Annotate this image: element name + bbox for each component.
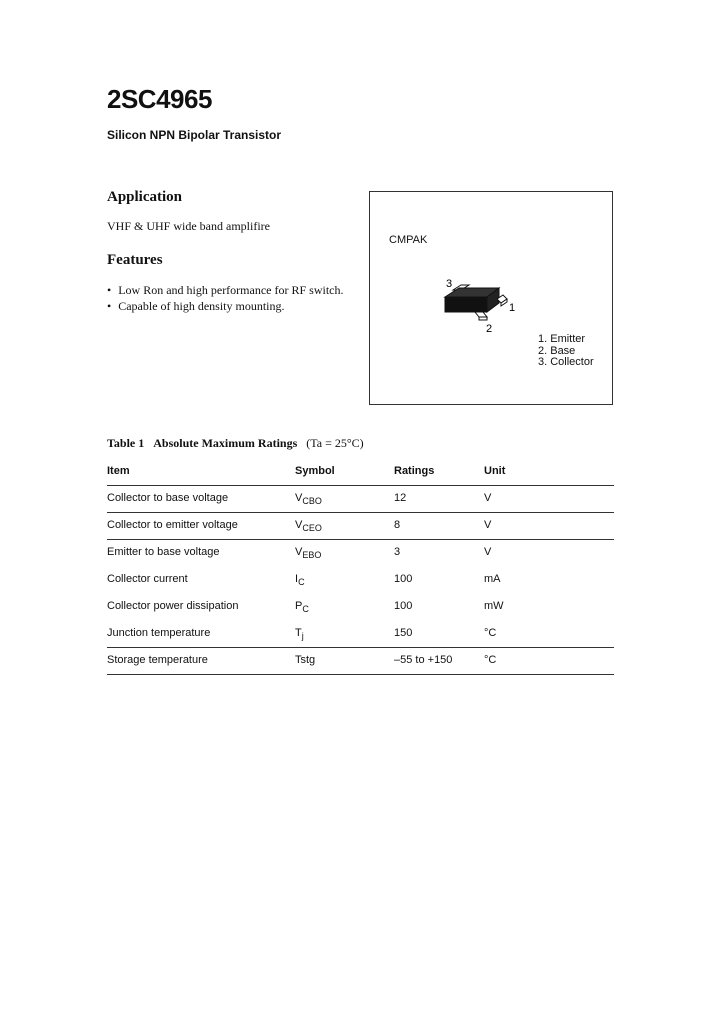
cell-rating: 8 [394,513,484,540]
cell-unit: mW [484,599,504,612]
cell-rating: 100 [394,599,413,612]
cell-rating: 3 [394,546,401,558]
cell-item: Storage temperature [107,648,295,675]
part-number: 2SC4965 [107,84,212,114]
package-drawing [435,277,525,337]
cell-rating: 12 [394,486,484,513]
cell-symbol: $I_C$ [295,572,305,587]
cell-symbol: $T_j$ [295,621,394,648]
cell-unit: °C [484,648,614,675]
application-heading: Application [107,189,183,205]
cell-rating: 150 [394,621,484,648]
cell-unit: mA [484,572,501,585]
cell-unit: V [484,546,492,558]
cell-item: Collector to base voltage [107,486,295,513]
table-number: Table 1 [107,436,145,450]
table-row [107,648,614,675]
cell-item: Emitter to base voltage [107,546,220,558]
document-subtitle: Silicon NPN Bipolar Transistor [107,128,282,142]
pin-assignment: 3. Collector [538,356,594,368]
cell-symbol: Tstg [295,648,394,675]
table-row [107,621,614,648]
cell-rating: –55 to +150 [394,648,484,675]
table-header-row [107,456,614,486]
cell-item: Collector to emitter voltage [107,513,295,540]
pin-assignment: 1. Emitter [538,333,586,345]
pin-assignment-list [538,334,594,369]
cell-unit: V [484,486,614,513]
pin-label-1: 1 [509,302,516,314]
feature-item: • Capable of high density mounting. [107,298,344,314]
package-box [369,191,613,405]
cell-symbol: $P_C$ [295,599,309,614]
feature-item: • Low Ron and high performance for RF switch. [107,282,344,298]
table-condition: (Ta = 25°C) [306,436,364,450]
package-name: CMPAK [389,234,428,246]
table-row [107,513,614,540]
table-row [107,567,614,594]
cell-rating: 100 [394,572,413,585]
table-row [107,540,614,567]
table-title [107,436,364,451]
cell-unit: V [484,513,614,540]
cell-symbol: $V_{CBO}$ [295,486,394,513]
pin-label-2: 2 [486,323,493,335]
table-row [107,594,614,621]
header-ratings: Ratings [394,456,484,486]
pin-assignment: 2. Base [538,344,576,357]
header-unit: Unit [484,456,614,486]
table-name: Absolute Maximum Ratings [153,436,298,450]
features-list [107,282,344,314]
features-heading: Features [107,252,163,268]
cell-item: Collector power dissipation [107,599,239,612]
cell-symbol: $V_{CEO}$ [295,513,394,540]
cell-item: Junction temperature [107,621,295,648]
application-text: VHF & UHF wide band amplifire [107,219,270,233]
header-item: Item [107,456,295,486]
cell-item: Collector current [107,572,188,585]
table-row [107,486,614,513]
pin-label-3: 3 [446,278,453,290]
cell-symbol: $V_{EBO}$ [295,546,322,560]
cell-unit: °C [484,621,614,648]
header-symbol: Symbol [295,456,394,486]
ratings-table [107,456,614,675]
